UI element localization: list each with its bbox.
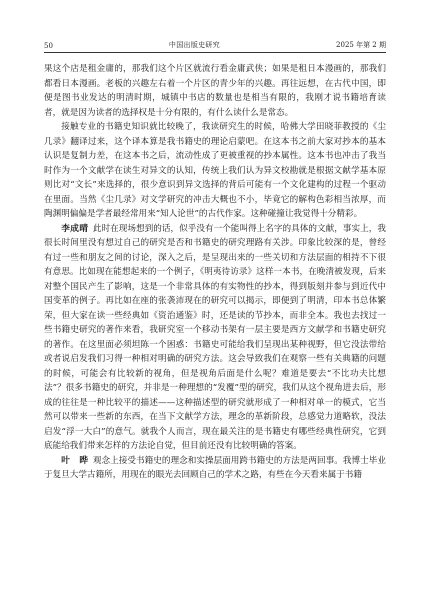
speaker-name: 李成晴 [61,223,89,234]
paragraph-text: 接触专业的书籍史知识就比较晚了，我读研究生的时候，哈佛大学田晓菲教授的《尘几录》翻译过来，这个译本算是我书籍史的理论启蒙吧。在这本书之前大家对抄本的基本认识是复制力差，在这本书之后，流动性成了更被重视的抄本属性。这本书也冲击了我当时作为一个文献学在读生对异文的认知，传统上我们认为异文校勘就是根据文献学基本原则比对“文长”来选择的，很少意识到异文选择的背后可能有一个文化建构的过程一个驱动在里面。当然《尘几录》对文学研究的冲击大概也不小，毕竟它的解构色彩相当浓厚，而陶渊明偏偏是学者最经常用来“知人论世”的古代作家。这种碰撞让我觉得十分精彩。 [44,122,386,219]
paragraph [44,120,386,222]
page-header [44,40,386,53]
document-page [44,40,386,483]
paragraph-text: 观念上接受书籍史的理念和实操层面用跨书籍史的方法是两回事。我博士毕业于复旦大学古籍所，用现在的眼光去回顾自己的学术之路，有些在今天看来属于书籍 [44,455,386,480]
journal-title: 中国出版史研究 [168,41,221,49]
paragraph [44,222,386,454]
paragraph-text: 果这个店是租金庸的，那我们这个片区就流行看金庸武侠；如果是租日本漫画的，那我们都看日本漫画。老板的兴趣左右着一个片区的青少年的兴趣。再往远想，在古代中国，即便是图书业发达的明清时期，城镇中书店的数量也是相当有限的，我刚才说书籍培育读者，就是因为读者的选择权是十分有限的，有什么读什么是常态。 [44,64,386,118]
paragraph-text: 此时在现场想到的话，似乎没有一个能叫得上名字的具体的文献，事实上，我很长时间里没有想过自己的研究是否和书籍史的研究理路有关涉。印象比较深的是，曾经有过一些和朋友之间的讨论，深入之后，是呈现出来的一些关切和方法层面的相持不下很有意思。比如现在能想起来的一个例子，《明夷待访录》这样一本书，在晚清被发现，后来对整个国民产生了影响，这是一个非常具体的有实物性的抄本，得到版刻并参与到近代中国变革的例子。再比如在座的张袭沛现在的研究可以揭示，即便到了明清，印本书总体繁荣，但大家在读一些经典如《资治通鉴》时，还是读的节抄本，而非全本。我也去找过一些书籍史研究的著作来看，我研究室一个移动书架有一层主要是西方文献学和书籍史研究的著作。在这里面必须坦陈一个困惑：书籍史可能给我们呈现出某种视野，但它没法带给或者说启发我们习得一种相对明确的研究方法。这会导致我们在观察一些有关典籍的问题的时候，可能会有比较新的视角，但是视角后面是什么呢？难道是要去“不比功夫比想法”？很多书籍史的研究，并非是一种理想的“发覆”型的研究，我们从这个视角进去后，形成的往往是一种比较平的描述——这种描述型的研究就形成了一种相对单一的模式，它当然可以带来一些新的东西，在当下文献学方法，理念的革新阶段，总感觉力道略软，没法启发“浮一大白”的意气。就我个人而言，现在最关注的是书籍史有哪些经典性研究，它到底能给我们带来怎样的方法论自觉，但目前还没有比较明确的答案。 [44,223,386,451]
paragraph [44,62,386,120]
issue-label: 2025 年第 2 期 [336,41,386,49]
page-number: 50 [44,42,53,50]
article-body [44,62,386,483]
speaker-name: 叶 晔 [61,455,89,466]
paragraph [44,454,386,483]
